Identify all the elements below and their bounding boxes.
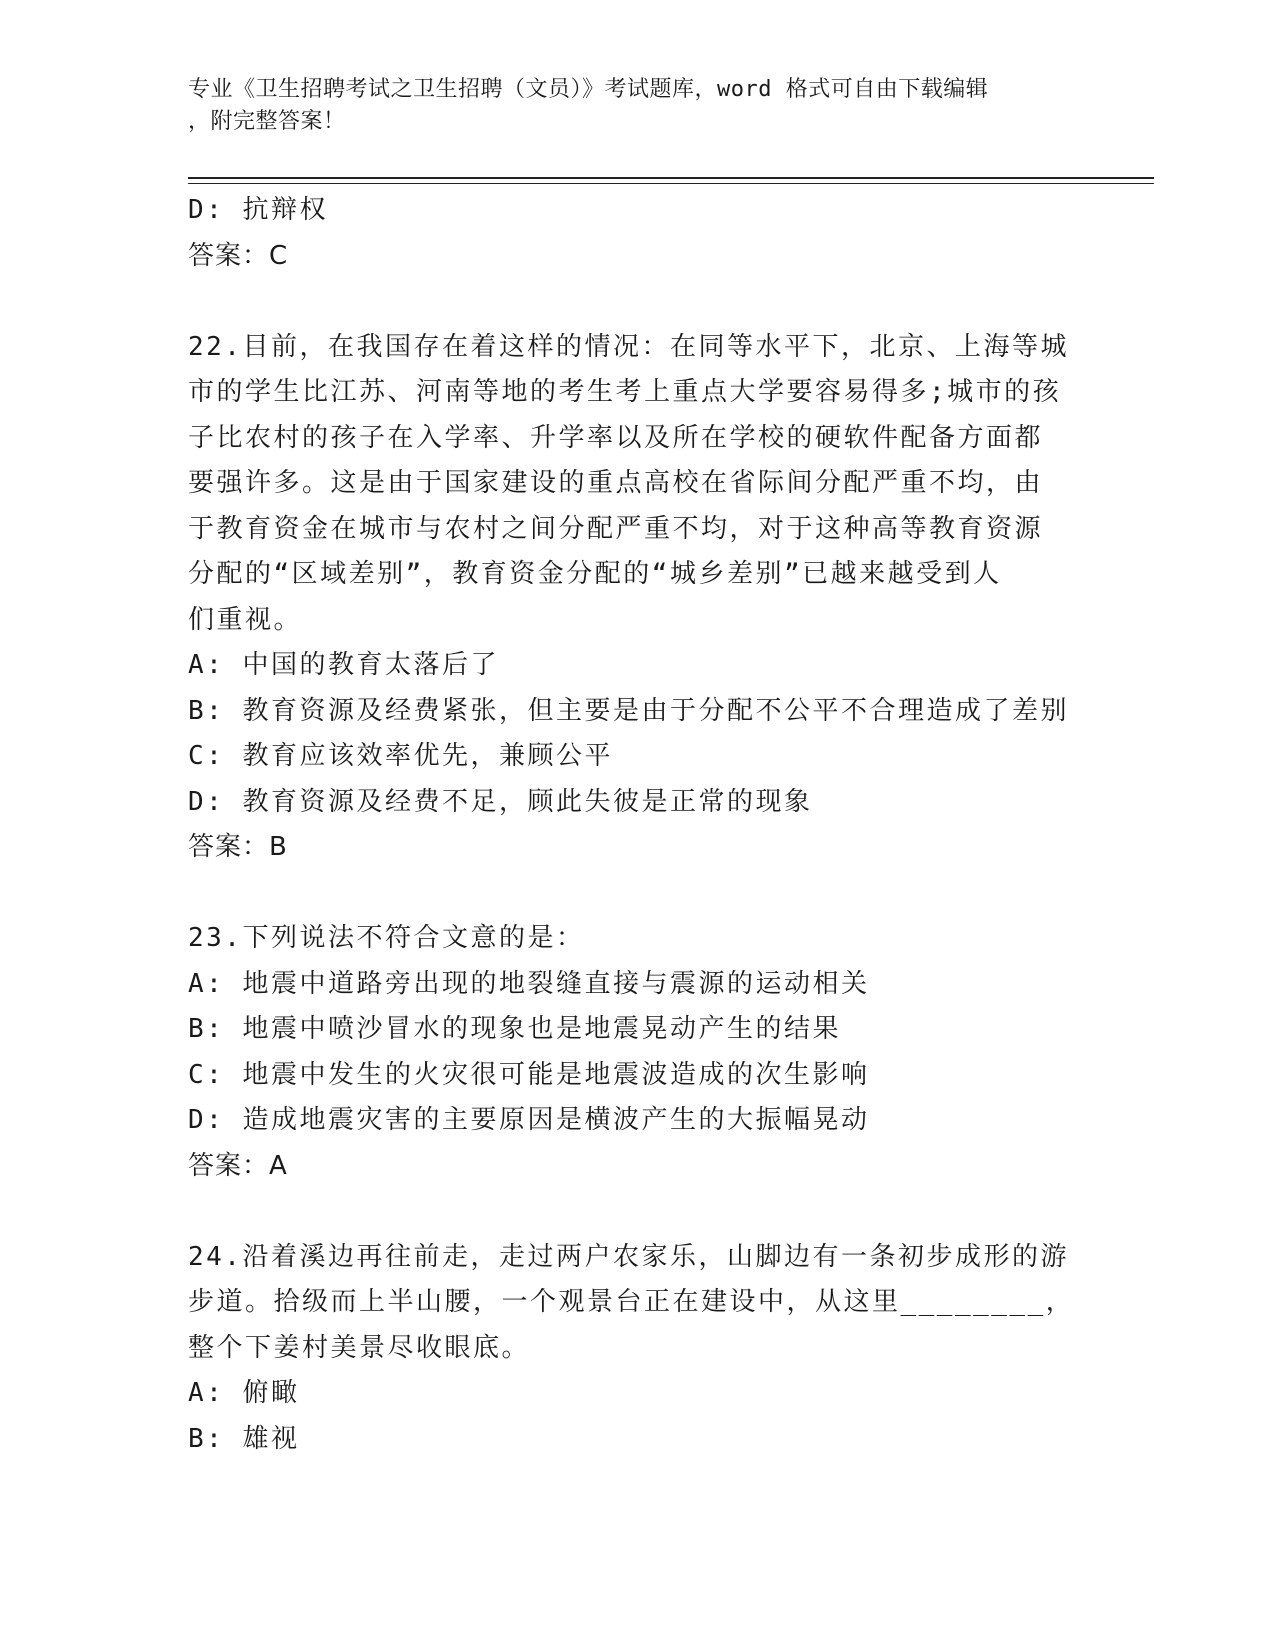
question-stem [188,1235,1088,1372]
option-c: C: 地震中发生的火灾很可能是地震波造成的次生影响 [188,1059,870,1090]
question-22 [188,325,1088,871]
option-b: B: 地震中喷沙冒水的现象也是地震晃动产生的结果 [188,1014,841,1044]
document-body [188,188,1088,1462]
stem-line: 市的学生比江苏、河南等地的考生考上重点大学要容易得多;城市的孩 [188,377,1062,407]
stem-line: 们重视。 [188,604,303,635]
spacer [188,279,1088,325]
stem-line: 子比农村的孩子在入学率、升学率以及所在学校的硬软件配备方面都 [188,422,1044,453]
answer-line: 答案：A [188,1150,288,1181]
stem-line: 22.目前，在我国存在着这样的情况：在同等水平下，北京、上海等城 [188,331,1069,362]
stem-line: 于教育资金在城市与农村之间分配严重不均，对于这种高等教育资源 [188,513,1044,544]
stem-line: 分配的“区域差别”，教育资金分配的“城乡差别”已越来越受到人 [188,559,1002,589]
stem-line: 步道。拾级而上半山腰，一个观景台正在建设中，从这里________， [188,1287,1075,1317]
question-24 [188,1235,1088,1463]
question-stem [188,916,1088,962]
stem-line: 整个下姜村美景尽收眼底。 [188,1332,531,1363]
question-stem [188,325,1088,644]
option-b: B: 雄视 [188,1423,300,1454]
stem-line: 要强许多。这是由于国家建设的重点高校在省际间分配严重不均，由 [188,468,1044,498]
stem-line: 23.下列说法不符合文意的是： [188,923,585,953]
spacer [188,1189,1088,1235]
option-d: D: 教育资源及经费不足，顾此失彼是正常的现象 [188,786,813,817]
option-a: A: 地震中道路旁出现的地裂缝直接与震源的运动相关 [188,968,870,999]
option-d: D: 抗辩权 [188,195,328,225]
question-23 [188,916,1088,1189]
document-header [188,74,1068,138]
header-rule-thin [188,183,1154,184]
option-c: C: 教育应该效率优先，兼顾公平 [188,741,613,771]
spacer [188,871,1088,917]
option-d: D: 造成地震灾害的主要原因是横波产生的大振幅晃动 [188,1105,870,1135]
answer-line: 答案：B [188,832,288,862]
header-line-2: ，附完整答案！ [188,109,346,134]
header-line-1: 专业《卫生招聘考试之卫生招聘（文员）》考试题库，word 格式可自由下载编辑 [188,77,989,102]
option-a: A: 中国的教育太落后了 [188,650,499,680]
option-a: A: 俯瞰 [188,1378,300,1408]
header-rule-thick [188,177,1154,179]
stem-line: 24.沿着溪边再往前走，走过两户农家乐，山脚边有一条初步成形的游 [188,1241,1069,1272]
answer-line: 答案：C [188,240,289,271]
option-b: B: 教育资源及经费紧张，但主要是由于分配不公平不合理造成了差别 [188,695,1069,726]
previous-question-tail [188,188,1088,279]
